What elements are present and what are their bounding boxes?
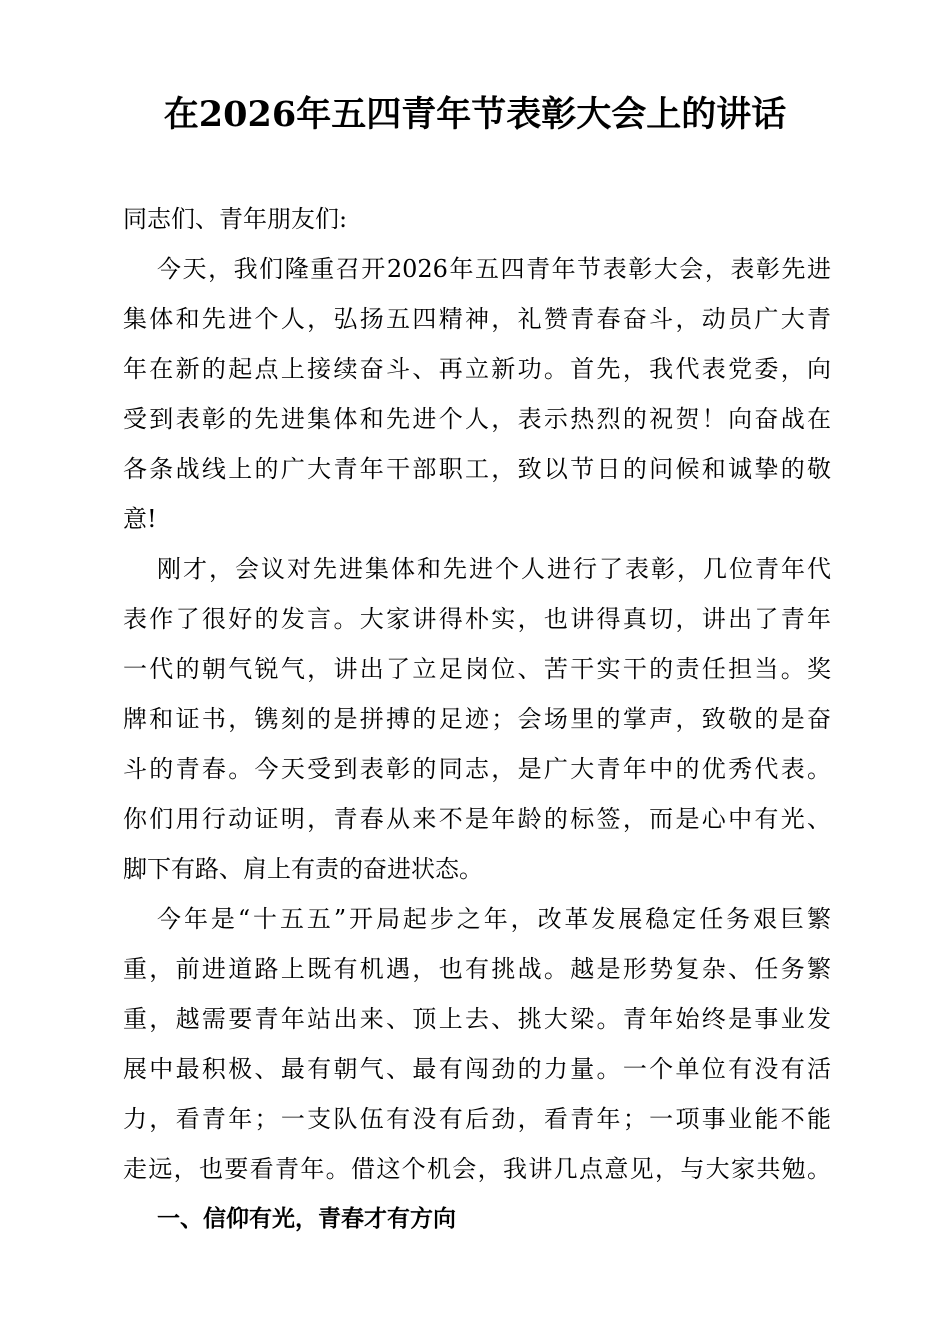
paragraph-line: 年在新的起点上接续奋斗、再立新功。首先，我代表党委，向 (123, 355, 831, 383)
paragraph-line: 走远，也要看青年。借这个机会，我讲几点意见，与大家共勉。 (123, 1155, 831, 1183)
paragraph-line: 重，越需要青年站出来、顶上去、挑大梁。青年始终是事业发 (123, 1005, 831, 1033)
paragraph-line: 意! (123, 505, 157, 533)
paragraph-line: 脚下有路、肩上有责的奋进状态。 (123, 855, 483, 883)
paragraph-line: 力，看青年；一支队伍有没有后劲，看青年；一项事业能不能 (123, 1105, 831, 1133)
paragraph-line: 一代的朝气锐气，讲出了立足岗位、苦干实干的责任担当。奖 (123, 655, 831, 683)
paragraph-3 (123, 894, 831, 1194)
document-body (123, 194, 831, 1244)
greeting: 同志们、青年朋友们: (123, 205, 348, 233)
section-heading: 一、信仰有光，青春才有方向 (157, 1206, 456, 1232)
paragraph-line: 受到表彰的先进集体和先进个人，表示热烈的祝贺！向奋战在 (123, 405, 831, 433)
paragraph-line: 重，前进道路上既有机遇，也有挑战。越是形势复杂、任务繁 (123, 955, 831, 983)
paragraph-line: 集体和先进个人，弘扬五四精神，礼赞青春奋斗，动员广大青 (123, 305, 831, 333)
paragraph-line: 牌和证书，镌刻的是拼搏的足迹；会场里的掌声，致敬的是奋 (123, 705, 831, 733)
paragraph-1 (123, 244, 831, 544)
paragraph-line: 各条战线上的广大青年干部职工，致以节日的问候和诚挚的敬 (123, 455, 831, 483)
paragraph-line: 斗的青春。今天受到表彰的同志，是广大青年中的优秀代表。 (123, 755, 831, 783)
document-title: 在2026年五四青年节表彰大会上的讲话 (163, 94, 787, 135)
paragraph-line: 表作了很好的发言。大家讲得朴实，也讲得真切，讲出了青年 (123, 605, 831, 633)
paragraph-line: 今天，我们隆重召开2026年五四青年节表彰大会，表彰先进 (157, 255, 831, 283)
paragraph-line: 展中最积极、最有朝气、最有闯劲的力量。一个单位有没有活 (123, 1055, 831, 1083)
paragraph-2 (123, 544, 831, 894)
paragraph-line: 今年是“十五五”开局起步之年，改革发展稳定任务艰巨繁 (157, 905, 831, 933)
paragraph-line: 刚才，会议对先进集体和先进个人进行了表彰，几位青年代 (157, 555, 831, 583)
paragraph-line: 你们用行动证明，青春从来不是年龄的标签，而是心中有光、 (123, 805, 831, 833)
